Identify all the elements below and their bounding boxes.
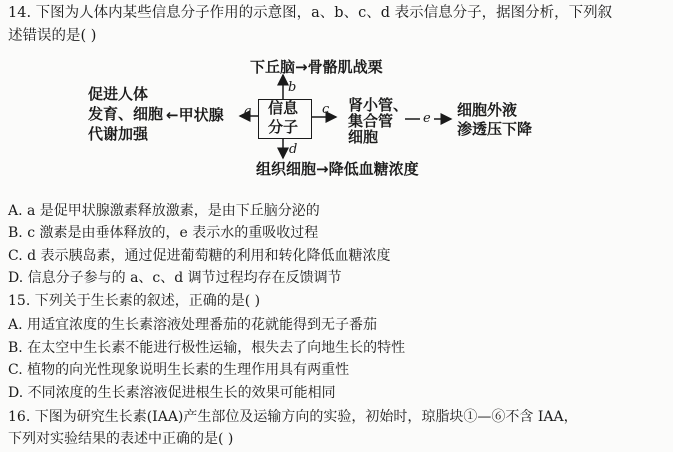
q16-stem-line2: 下列对实验结果的表述中正确的是( ) [8, 431, 234, 447]
kidney-line2: 集合管 [348, 112, 394, 130]
left-target-line2: 发育、细胞 [88, 105, 164, 123]
letter-d: d [289, 142, 298, 157]
q15-option-b: B. 在太空中生长素不能进行极性运输，根失去了向地生长的特性 [8, 340, 406, 356]
bottom-target: 组织细胞→降低血糖浓度 [256, 160, 419, 178]
kidney-line3: 细胞 [348, 128, 379, 146]
letter-e: e [423, 111, 431, 126]
q14-option-a: A. a 是促甲状腺激素释放激素，是由下丘脑分泌的 [8, 203, 320, 219]
kidney-line1: 肾小管、 [348, 96, 409, 114]
top-target: 下丘脑→骨骼肌战栗 [250, 58, 383, 76]
q14-option-c: C. d 表示胰岛素，通过促进葡萄糖的利用和转化降低血糖浓度 [8, 248, 391, 264]
q15-stem: 15. 下列关于生长素的叙述，正确的是( ) [8, 293, 261, 309]
q16-stem-line1: 16. 下图为研究生长素(IAA)产生部位及运输方向的实验，初始时，琼脂块①—⑥不含 IAA， [8, 409, 578, 425]
q14-stem-line1: 14. 下图为人体内某些信息分子作用的示意图，a、b、c、d 表示信息分子，据图分析，下列叙 [8, 5, 613, 21]
left-target-line1: 促进人体 [88, 85, 149, 103]
q14-option-b: B. c 激素是由垂体释放的，e 表示水的重吸收过程 [8, 225, 319, 241]
far-right-line1: 细胞外液 [457, 101, 518, 119]
letter-c: c [322, 102, 330, 117]
q15-option-c: C. 植物的向光性现象说明生长素的生理作用具有两重性 [8, 362, 350, 378]
letter-a: a [244, 104, 252, 119]
center-line1: 信息 [268, 99, 299, 117]
left-target-line3: 代谢加强 [88, 125, 149, 143]
thyroid-label: ←甲状腺 [166, 106, 224, 124]
signal-molecule-diagram [0, 55, 673, 195]
letter-b: b [288, 80, 297, 95]
center-line2: 分子 [268, 118, 299, 136]
q15-option-d: D. 不同浓度的生长素溶液促进根生长的效果可能相同 [8, 385, 336, 401]
q14-option-d: D. 信息分子参与的 a、c、d 调节过程均存在反馈调节 [8, 270, 342, 286]
far-right-line2: 渗透压下降 [457, 120, 533, 138]
q14-stem-line2: 述错误的是( ) [8, 28, 97, 44]
q15-option-a: A. 用适宜浓度的生长素溶液处理番茄的花就能得到无子番茄 [8, 317, 378, 333]
